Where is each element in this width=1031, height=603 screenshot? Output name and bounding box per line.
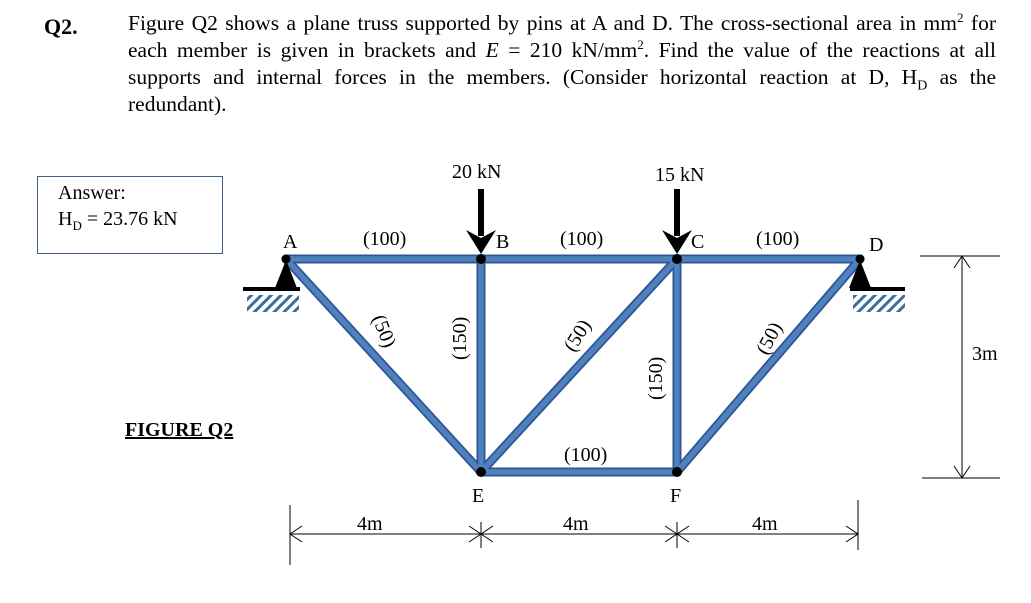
node-label-b: B — [496, 231, 510, 253]
load-arrow-c — [662, 189, 692, 254]
member-label-ab: (100) — [363, 228, 407, 250]
figure-label: FIGURE Q2 — [125, 419, 234, 441]
member-label-cd: (100) — [756, 228, 800, 250]
member-label-fd: (50) — [751, 318, 788, 359]
member-fd — [677, 259, 860, 472]
support-d — [849, 260, 905, 312]
answer-value: $H_D = 23.76$ kN — [58, 208, 178, 233]
member-label-ae: (50) — [367, 311, 401, 351]
member-label-ef: (100) — [564, 444, 608, 466]
question-number: Q2. — [44, 14, 78, 39]
node-label-d: D — [869, 234, 884, 256]
load-arrow-b — [466, 189, 496, 254]
load-label-c: 15 kN — [655, 164, 705, 186]
node-label-f: F — [670, 485, 682, 507]
answer-label: Answer: — [58, 182, 126, 204]
node-label-a: A — [283, 231, 298, 253]
question-text: Figure Q2 shows a plane truss supported by pins at A and D. The cross-sectional area in $mm^2$ for each member is given in brackets and E = 210 $kN/mm^2$. Find the value of the reactions at all supports and internal forces in the members. (Consider horizontal reaction at D, $H_D$ as the redundant). — [128, 9, 996, 116]
truss-members — [286, 259, 860, 472]
member-label-ec: (50) — [559, 315, 596, 356]
member-label-be: (150) — [449, 316, 471, 360]
node-label-c: C — [691, 231, 705, 253]
dimension-height: 3m — [972, 343, 998, 365]
member-label-bc: (100) — [560, 228, 604, 250]
dimension-span-2: 4m — [563, 513, 589, 535]
node-label-e: E — [472, 485, 485, 507]
member-label-cf: (150) — [645, 356, 667, 400]
member-ae — [286, 259, 481, 472]
load-label-b: 20 kN — [452, 161, 502, 183]
dimension-vertical — [920, 256, 1000, 478]
dimension-span-1: 4m — [357, 513, 383, 535]
dimension-span-3: 4m — [752, 513, 778, 535]
